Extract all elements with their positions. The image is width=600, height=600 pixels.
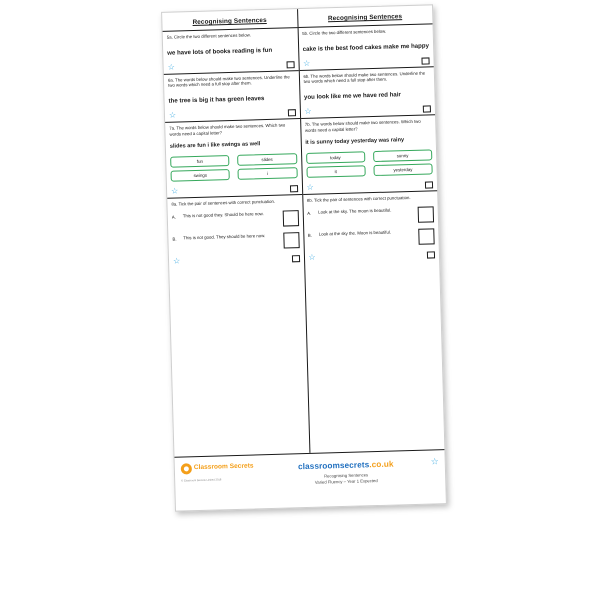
question-body-6b: you look like me we have red hair — [303, 91, 401, 101]
mark-box[interactable] — [421, 57, 429, 64]
question-body-5b: cake is the best food cakes make me happy — [302, 42, 430, 53]
question-block-7a — [165, 118, 302, 198]
star-icon: ☆ — [308, 252, 316, 263]
question-stem-8b: 8b. Tick the pair of sentences with correct punctuation. — [306, 195, 411, 204]
question-body-5a: we have lots of books reading is fun — [167, 46, 273, 57]
worksheet-columns — [162, 5, 444, 456]
mark-box[interactable] — [286, 61, 294, 68]
question-stem-5a: 5a. Circle the two different sentences below. — [166, 32, 251, 40]
worksheet-column-left — [162, 9, 310, 457]
star-icon: ☆ — [306, 183, 314, 193]
website-tld: .co.uk — [369, 459, 394, 470]
question-body-6a: the tree is big it has green leaves — [168, 94, 265, 105]
answer-pill[interactable]: swings — [171, 170, 231, 183]
mark-box[interactable] — [287, 109, 295, 116]
answer-pill[interactable]: fun — [170, 156, 230, 169]
tick-checkbox[interactable] — [418, 228, 434, 244]
option-letter: A. — [307, 210, 312, 217]
question-stem-7b: 7b. The words below should make two sentences. Which two words need a capital letter? — [304, 118, 421, 133]
option-text: Look at the sky the. Moon is beautiful. — [318, 229, 392, 237]
footer-title: Recognising Sentences — [324, 472, 369, 479]
column-title-right: Recognising Sentences — [327, 13, 403, 23]
copyright-text: © Classroom Secrets Limited 2018 — [181, 478, 222, 483]
answer-pill[interactable]: sunny — [373, 150, 433, 163]
footer-subtitle: Varied Fluency – Year 1 Expected — [314, 478, 378, 485]
mark-box[interactable] — [291, 255, 299, 262]
question-body-7b: it is sunny today yesterday was rainy — [305, 137, 405, 147]
answer-pill[interactable]: it — [306, 166, 366, 179]
tick-checkbox[interactable] — [283, 232, 299, 248]
column-title-left: Recognising Sentences — [192, 16, 267, 27]
worksheet-page — [161, 4, 447, 511]
tick-checkbox[interactable] — [282, 210, 298, 226]
star-icon: ☆ — [168, 110, 177, 120]
worksheet-footer — [174, 449, 445, 511]
question-block-5b — [298, 23, 434, 69]
question-stem-8a: 8a. Tick the pair of sentences with correct punctuation. — [171, 199, 276, 208]
tick-option-row — [308, 228, 435, 248]
question-block-6b — [299, 66, 435, 118]
mark-box[interactable] — [427, 251, 435, 258]
mark-row-8b — [308, 250, 435, 262]
option-text: This is not good. They should be here now. — [183, 233, 266, 241]
answer-options-7a — [170, 154, 297, 183]
question-stem-7a: 7a. The words below should make two sentences. Which two words need a capital letter? — [169, 122, 286, 137]
question-block-8b — [303, 191, 439, 264]
star-icon: ☆ — [304, 106, 312, 116]
question-block-8a — [167, 195, 303, 268]
answer-pill[interactable]: yesterday — [373, 164, 433, 177]
option-text: Look at the sky. The moon is beautiful. — [318, 207, 392, 215]
classroom-secrets-logo-icon — [181, 463, 192, 474]
star-icon: ☆ — [170, 186, 179, 197]
question-body-7a: slides are fun i like swings as well — [169, 141, 261, 150]
option-letter: B. — [172, 236, 177, 242]
star-icon: ☆ — [302, 58, 311, 68]
mark-box[interactable] — [425, 182, 433, 189]
star-icon: ☆ — [430, 456, 439, 467]
answer-options-7b — [306, 150, 433, 179]
question-block-5a — [163, 27, 299, 73]
question-block-7b — [301, 114, 438, 194]
question-stem-6b: 6b. The words below should make two sentences. Underline the two words which need a full stop after them. — [303, 70, 426, 85]
tick-option-row — [172, 232, 299, 252]
tick-checkbox[interactable] — [418, 207, 434, 223]
option-letter: A. — [171, 214, 176, 220]
tick-option-row — [172, 210, 299, 230]
tick-option-row — [307, 207, 434, 227]
mark-row-8a — [173, 254, 300, 266]
footer-center — [273, 457, 420, 486]
logo-lockup — [181, 461, 254, 474]
option-letter: B. — [307, 232, 313, 239]
website-link[interactable] — [273, 459, 419, 472]
star-icon: ☆ — [167, 62, 175, 72]
answer-pill[interactable]: slides — [237, 154, 297, 167]
mark-box[interactable] — [423, 105, 431, 112]
logo-text: Classroom Secrets — [193, 462, 254, 472]
worksheet-column-right — [298, 5, 445, 453]
answer-pill[interactable]: i — [238, 168, 298, 181]
option-text: This is not good they. Should be here now. — [182, 211, 264, 219]
question-stem-5b: 5b. Circle the two different sentences below. — [302, 28, 387, 36]
answer-pill[interactable]: today — [306, 152, 366, 165]
question-block-6a — [164, 70, 300, 122]
mark-box[interactable] — [289, 186, 297, 193]
question-stem-6a: 6a. The words below should make two sentences. Underline the two words which need a full stop after them. — [167, 73, 290, 88]
star-icon: ☆ — [172, 256, 181, 266]
website-text: classroomsecrets — [297, 460, 370, 472]
brand-logo — [181, 461, 273, 483]
